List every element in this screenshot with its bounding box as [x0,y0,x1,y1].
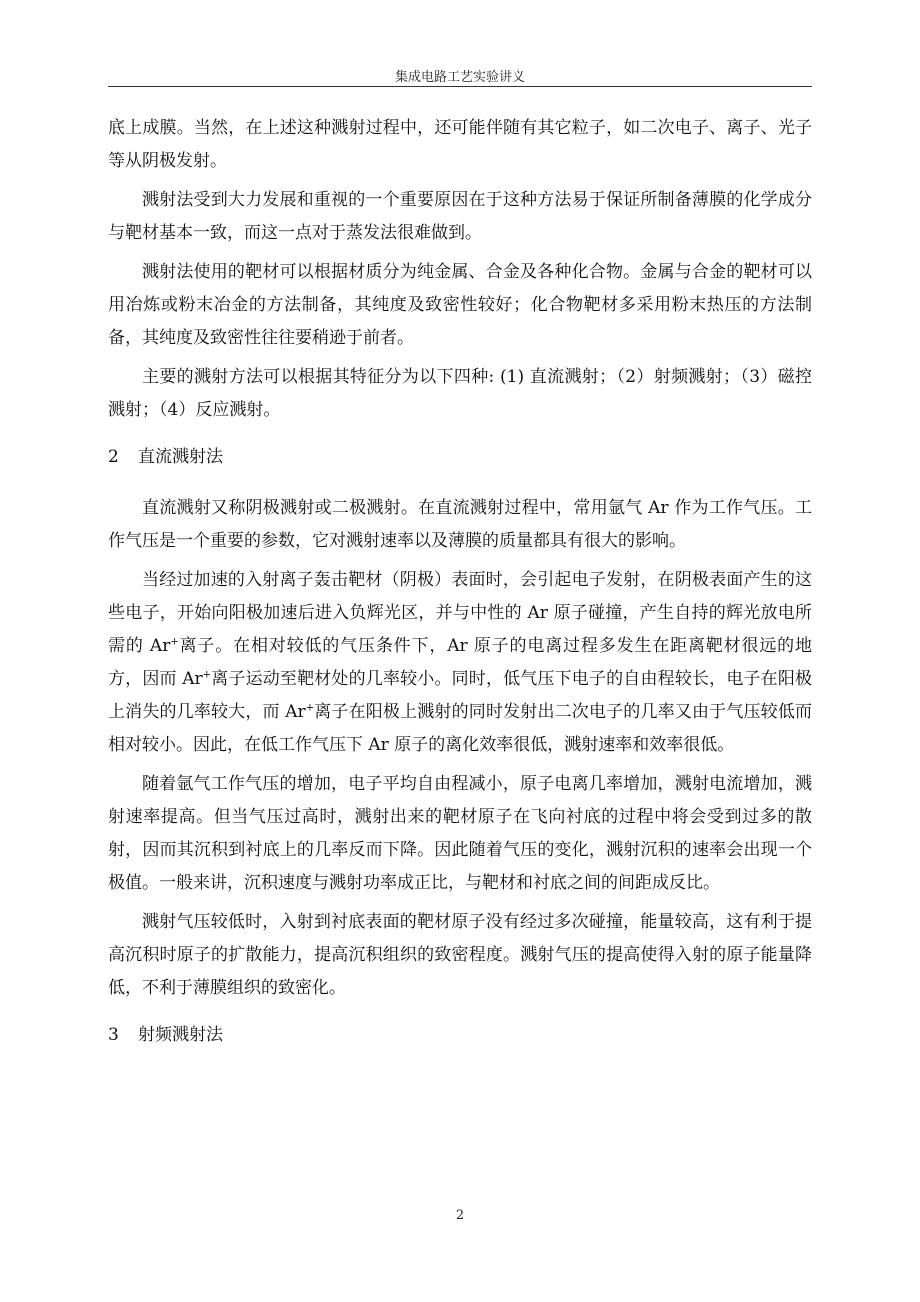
paragraph: 底上成膜。当然，在上述这种溅射过程中，还可能伴随有其它粒子，如二次电子、离子、光子等从阴极发射。 [108,118,812,171]
text-run: 离子在阳极上溅射的同时发射出二次电子的几率又由于气压较低而相对较小。因此，在低工作气压下 Ar 原子的离化效率很低，溅射速率和效率很低。 [108,702,813,755]
section-heading-dc-sputtering [108,441,812,474]
paragraph: 直流溅射又称阴极溅射或二极溅射。在直流溅射过程中，常用氩气 Ar 作为工作气压。工作气压是一个重要的参数，它对溅射速率以及薄膜的质量都具有很大的影响。 [108,498,812,551]
text-run: 离子。在相对较低的气压条件下，Ar 原子的电离过程多发生在距离靶材很远的地方，因而 Ar [108,636,812,689]
paragraph: 溅射法受到大力发展和重视的一个重要原因在于这种方法易于保证所制备薄膜的化学成分与靶材基本一致，而这一点对于蒸发法很难做到。 [108,190,812,243]
section-heading-rf-sputtering [108,1019,812,1052]
running-header: 集成电路工艺实验讲义 [394,70,525,85]
header-divider [108,86,812,87]
paragraph [108,564,812,762]
section-title: 射频溅射法 [138,1025,223,1045]
section-number: 3 [108,1025,119,1045]
page-number: 2 [455,1208,465,1223]
body-text [108,112,812,1070]
section-title: 直流溅射法 [138,447,223,467]
paragraph: 随着氩气工作气压的增加，电子平均自由程减小，原子电离几率增加，溅射电流增加，溅射速率提高。但当气压过高时，溅射出来的靶材原子在飞向衬底的过程中将会受到过多的散射，因而其沉积到衬底上的几率反而下降。因此随着气压的变化，溅射沉积的速率会出现一个极值。一般来讲，沉积速度与溅射功率成正比，与靶材和衬底之间的间距成反比。 [108,774,812,893]
paragraph: 主要的溅射方法可以根据其特征分为以下四种: (1) 直流溅射；（2）射频溅射；（3）磁控溅射；（4）反应溅射。 [108,367,812,420]
paragraph: 溅射法使用的靶材可以根据材质分为纯金属、合金及各种化合物。金属与合金的靶材可以用冶炼或粉末冶金的方法制备，其纯度及致密性较好；化合物靶材多采用粉末热压的方法制备，其纯度及致密性往往要稍逊于前者。 [108,262,812,348]
section-number: 2 [108,447,119,467]
superscript-plus: + [170,636,179,648]
text-run: 当经过加速的入射离子轰击靶材（阴极）表面时，会引起电子发射，在阴极表面产生的这些电子，开始向阳极加速后进入负辉光区，并与中性的 Ar 原子碰撞，产生自持的辉光放电所需的 Ar [108,570,812,656]
paragraph: 溅射气压较低时，入射到衬底表面的靶材原子没有经过多次碰撞，能量较高，这有利于提高沉积时原子的扩散能力，提高沉积组织的致密程度。溅射气压的提高使得入射的原子能量降低，不利于薄膜组织的致密化。 [108,912,812,998]
superscript-plus: + [305,702,315,714]
text-run: 离子运动至靶材处的几率较小。同时，低气压下电子的自由程较长，电子在阳极上消失的几率较大，而 Ar [108,669,813,722]
superscript-plus: + [202,669,212,681]
